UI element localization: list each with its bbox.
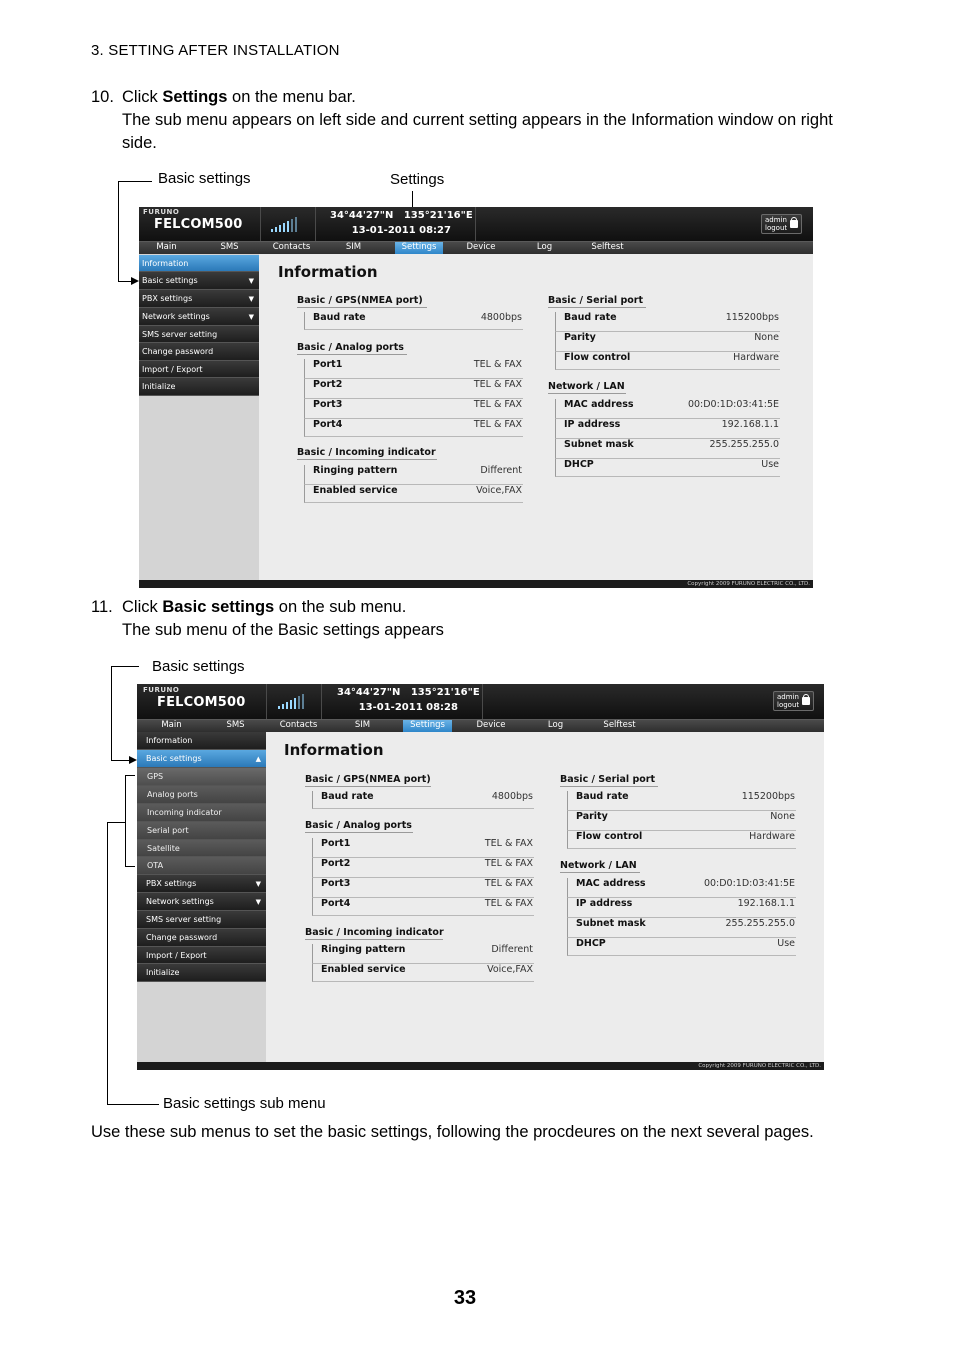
row-dhcp: DHCP Use (555, 459, 780, 477)
section-gps: Basic / GPS(NMEA port) (305, 774, 431, 785)
product-name: FELCOM500 (157, 695, 246, 710)
step-10-post: on the menu bar. (227, 88, 356, 106)
longitude: 135°21'16"E (410, 687, 480, 698)
row-serial-baud-rate: Baud rate 115200bps (555, 312, 780, 332)
sidebar-subitem-incoming-indicator[interactable]: Incoming indicator (137, 804, 266, 822)
row-port3: Port3 TEL & FAX (312, 878, 534, 898)
menu-settings[interactable]: Settings (395, 242, 443, 254)
sidebar-item-sms-server-setting[interactable]: SMS server setting (137, 911, 266, 929)
row-ringing-pattern: Ringing pattern Different (312, 944, 534, 964)
closing-paragraph: Use these sub menus to set the basic settings, following the procdeures on the next several pages. (91, 1123, 814, 1141)
row-parity: Parity None (555, 332, 780, 352)
menu-device[interactable]: Device (466, 242, 496, 252)
section-analog-ports: Basic / Analog ports (305, 820, 412, 831)
row-port1: Port1 TEL & FAX (304, 359, 523, 379)
row-subnet-mask: Subnet mask 255.255.255.0 (555, 439, 780, 459)
callout-basic-settings-1: Basic settings (158, 170, 251, 187)
step-11-body: The sub menu of the Basic settings appears (122, 621, 444, 639)
sidebar-item-information[interactable]: Information (139, 255, 259, 272)
sidebar-item-initialize[interactable]: Initialize (137, 964, 266, 982)
product-name: FELCOM500 (154, 217, 243, 232)
row-ip-address: IP address 192.168.1.1 (567, 898, 796, 918)
menu-device[interactable]: Device (476, 720, 506, 730)
sidebar-item-import-export[interactable]: Import / Export (137, 947, 266, 964)
menu-log[interactable]: Log (536, 242, 553, 252)
step-11-number: 11. (91, 598, 113, 616)
lock-icon (790, 220, 798, 228)
datetime: 13-01-2011 08:27 (351, 225, 451, 236)
screenshot-basic-settings (137, 684, 824, 1070)
row-mac-address: MAC address 00:D0:1D:03:41:5E (567, 878, 796, 898)
callout-settings: Settings (390, 171, 445, 188)
information-panel (259, 254, 813, 580)
row-mac-address: MAC address 00:D0:1D:03:41:5E (555, 399, 780, 419)
menu-contacts[interactable]: Contacts (279, 720, 318, 730)
brand-logo: FURUNO (143, 208, 180, 216)
sidebar-item-sms-server-setting[interactable]: SMS server setting (139, 326, 259, 343)
row-parity: Parity None (567, 811, 796, 831)
section-incoming-indicator: Basic / Incoming indicator (305, 927, 444, 938)
row-port4: Port4 TEL & FAX (304, 419, 523, 437)
step-10-body: The sub menu appears on left side and current setting appears in the Information window on right side. (122, 111, 833, 152)
chevron-down-icon: ▼ (248, 295, 254, 303)
row-enabled-service: Enabled service Voice,FAX (304, 485, 523, 503)
step-11-post: on the sub menu. (274, 598, 407, 616)
latitude: 34°44'27"N (330, 210, 394, 221)
sidebar-item-network-settings[interactable]: Network settings ▼ (137, 893, 266, 911)
row-flow-control: Flow control Hardware (555, 352, 780, 370)
position-readout (337, 687, 480, 713)
sidebar-item-pbx-settings[interactable]: PBX settings ▼ (137, 875, 266, 893)
sidebar-item-initialize[interactable]: Initialize (139, 378, 259, 396)
menu-sim[interactable]: SIM (354, 720, 371, 730)
sidebar-subitem-analog-ports[interactable]: Analog ports (137, 786, 266, 804)
running-header: 3. SETTING AFTER INSTALLATION (91, 42, 340, 59)
position-readout (330, 210, 473, 236)
row-enabled-service: Enabled service Voice,FAX (312, 964, 534, 982)
admin-label: admin (777, 693, 799, 701)
callout-basic-settings-sub-menu: Basic settings sub menu (163, 1095, 326, 1112)
row-port3: Port3 TEL & FAX (304, 399, 523, 419)
sidebar-subitem-ota[interactable]: OTA (137, 857, 266, 875)
callout-basic-settings-2: Basic settings (152, 658, 245, 675)
signal-strength-icon (278, 694, 304, 709)
row-ip-address: IP address 192.168.1.1 (555, 419, 780, 439)
menu-sim[interactable]: SIM (345, 242, 362, 252)
step-11 (91, 596, 444, 642)
signal-strength-icon (271, 217, 297, 232)
sidebar-subitem-gps[interactable]: GPS (137, 768, 266, 786)
longitude: 135°21'16"E (403, 210, 473, 221)
menu-main[interactable]: Main (161, 720, 182, 730)
datetime: 13-01-2011 08:28 (358, 702, 458, 713)
section-network-lan: Network / LAN (548, 381, 625, 392)
brand-block (143, 208, 243, 232)
chevron-down-icon: ▼ (248, 277, 254, 285)
logout-button[interactable] (761, 214, 802, 234)
logout-button[interactable] (773, 691, 814, 711)
section-gps: Basic / GPS(NMEA port) (297, 295, 427, 308)
information-title: Information (278, 263, 378, 281)
sidebar-item-pbx-settings[interactable]: PBX settings ▼ (139, 290, 259, 308)
step-10-bold: Settings (162, 88, 228, 106)
sidebar-item-change-password[interactable]: Change password (137, 929, 266, 947)
row-port2: Port2 TEL & FAX (312, 858, 534, 878)
section-serial-port: Basic / Serial port (560, 774, 658, 787)
information-panel (266, 732, 824, 1062)
menu-selftest[interactable]: Selftest (591, 242, 624, 252)
screenshot-settings (139, 207, 813, 588)
step-11-pre: Click (122, 598, 163, 616)
sidebar-item-change-password[interactable]: Change password (139, 343, 259, 361)
row-port4: Port4 TEL & FAX (312, 898, 534, 916)
row-subnet-mask: Subnet mask 255.255.255.0 (567, 918, 796, 938)
menu-sms[interactable]: SMS (226, 720, 245, 730)
menu-sms[interactable]: SMS (220, 242, 239, 252)
logout-label: logout (765, 224, 788, 232)
row-serial-baud-rate: Baud rate 115200bps (567, 791, 796, 811)
menu-bar (139, 241, 813, 254)
section-analog-ports: Basic / Analog ports (297, 342, 407, 355)
information-title: Information (284, 741, 384, 759)
copyright-footer: Copyright 2009 FURUNO ELECTRIC CO., LTD. (137, 1062, 824, 1070)
step-10-pre: Click (122, 88, 163, 106)
menu-main[interactable]: Main (156, 242, 177, 252)
row-gps-baud-rate: Baud rate 4800bps (304, 312, 523, 330)
menu-bar (137, 719, 824, 732)
brand-block (143, 686, 246, 710)
section-serial-port: Basic / Serial port (548, 295, 646, 308)
latitude: 34°44'27"N (337, 687, 401, 698)
sidebar-subitem-serial-port[interactable]: Serial port (137, 822, 266, 840)
sidebar-item-network-settings[interactable]: Network settings ▼ (139, 308, 259, 326)
chevron-down-icon: ▼ (255, 898, 261, 906)
sidebar-item-information[interactable]: Information (137, 732, 266, 750)
row-gps-baud-rate: Baud rate 4800bps (312, 791, 534, 809)
menu-settings[interactable]: Settings (403, 720, 452, 732)
row-ringing-pattern: Ringing pattern Different (304, 465, 523, 485)
chevron-down-icon: ▼ (255, 880, 261, 888)
logout-label: logout (777, 701, 800, 709)
section-incoming-indicator: Basic / Incoming indicator (297, 447, 436, 458)
section-network-lan: Network / LAN (560, 860, 640, 873)
sidebar-item-import-export[interactable]: Import / Export (139, 361, 259, 378)
menu-selftest[interactable]: Selftest (603, 720, 636, 730)
sidebar-item-basic-settings[interactable]: Basic settings ▼ (139, 272, 259, 290)
brand-logo: FURUNO (143, 686, 180, 694)
menu-log[interactable]: Log (547, 720, 564, 730)
row-port2: Port2 TEL & FAX (304, 379, 523, 399)
menu-contacts[interactable]: Contacts (272, 242, 311, 252)
sidebar-item-basic-settings[interactable]: Basic settings ▲ (137, 750, 266, 768)
lock-icon (802, 697, 810, 705)
step-10 (91, 86, 851, 155)
copyright-footer: Copyright 2009 FURUNO ELECTRIC CO., LTD. (139, 580, 813, 588)
step-10-number: 10. (91, 88, 114, 106)
page-number: 33 (453, 1287, 477, 1309)
row-dhcp: DHCP Use (567, 938, 796, 956)
sidebar-subitem-satellite[interactable]: Satellite (137, 840, 266, 857)
row-port1: Port1 TEL & FAX (312, 838, 534, 858)
chevron-down-icon: ▼ (248, 313, 254, 321)
chevron-up-icon: ▲ (255, 755, 261, 763)
step-11-bold: Basic settings (162, 598, 275, 616)
row-flow-control: Flow control Hardware (567, 831, 796, 849)
admin-label: admin (765, 216, 787, 224)
